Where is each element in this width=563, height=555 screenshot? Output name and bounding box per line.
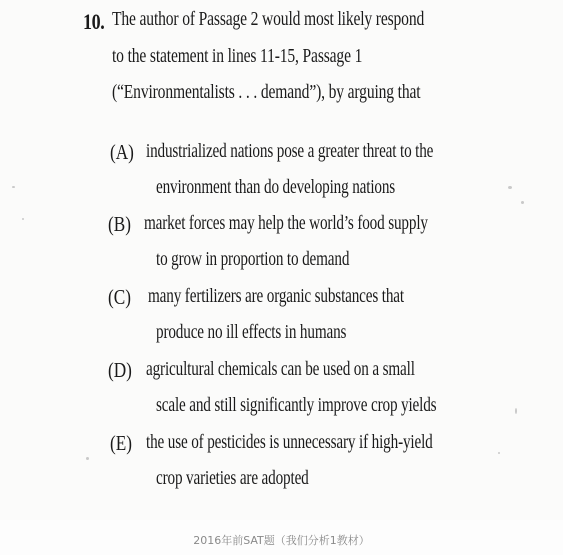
option-b-line-1: market forces may help the world’s food supply bbox=[144, 212, 428, 234]
option-c-line-1: many fertilizers are organic substances that bbox=[148, 285, 404, 307]
scan-speck bbox=[515, 408, 517, 414]
scan-speck bbox=[22, 218, 24, 220]
question-stem-line-3: (“Environmentalists . . . demand”), by arguing that bbox=[112, 81, 421, 103]
question-number: 10. bbox=[83, 9, 105, 34]
image-caption: 2016年前SAT题（我们分析1教材） bbox=[193, 534, 370, 547]
option-c-letter: (C) bbox=[108, 285, 131, 309]
scan-speck bbox=[86, 457, 89, 460]
question-stem-line-1: The author of Passage 2 would most likely respond bbox=[112, 8, 425, 30]
option-e-line-1: the use of pesticides is unnecessary if high-yield bbox=[146, 431, 433, 453]
option-a-line-2: environment than do developing nations bbox=[156, 176, 396, 198]
option-a-line-1: industrialized nations pose a greater threat to the bbox=[146, 140, 434, 162]
option-a-letter: (A) bbox=[110, 140, 134, 164]
scan-speck bbox=[521, 201, 524, 204]
option-b-letter: (B) bbox=[108, 212, 131, 236]
option-c-line-2: produce no ill effects in humans bbox=[156, 321, 347, 343]
scan-speck bbox=[12, 186, 15, 188]
option-e-letter: (E) bbox=[110, 431, 132, 455]
option-b-line-2: to grow in proportion to demand bbox=[156, 248, 350, 270]
option-d-line-1: agricultural chemicals can be used on a small bbox=[146, 358, 415, 380]
option-e-line-2: crop varieties are adopted bbox=[156, 467, 309, 489]
scan-speck bbox=[498, 452, 500, 454]
option-d-line-2: scale and still significantly improve crop yields bbox=[156, 394, 437, 416]
option-d-letter: (D) bbox=[108, 358, 132, 382]
question-stem-line-2: to the statement in lines 11-15, Passage 1 bbox=[112, 45, 363, 67]
scan-speck bbox=[508, 186, 512, 189]
